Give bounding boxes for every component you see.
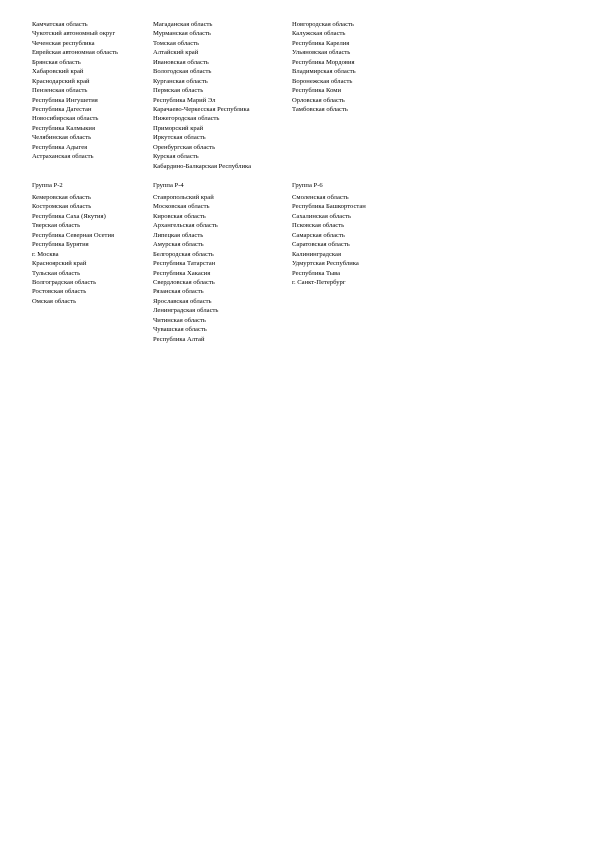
top-column-3: [292, 20, 356, 114]
region-item: Алтайский край: [153, 49, 199, 57]
region-item: Смоленская область: [292, 194, 349, 201]
region-list: [292, 193, 366, 287]
group-p2: [32, 181, 114, 306]
group-p6: [292, 181, 366, 287]
region-item: Магаданская область: [153, 21, 213, 28]
region-item: Томская область: [153, 39, 200, 47]
region-item: Свердловская область: [153, 278, 215, 286]
region-item: Республика Татарстан: [153, 260, 216, 268]
top-column-2: [153, 20, 251, 171]
region-item: Краснодарский край: [32, 77, 90, 85]
region-item: Республика Ингушетия: [32, 96, 98, 104]
region-item: Хабаровский край: [32, 68, 84, 76]
region-list: [153, 193, 218, 344]
region-item: Белгородская область: [153, 250, 214, 258]
region-item: Республика Алтай: [153, 335, 205, 343]
region-item: Удмуртская Республика: [292, 260, 359, 268]
region-item: Приморский край: [153, 124, 204, 132]
region-item: Ивановская область: [153, 58, 209, 66]
region-item: Омская область: [32, 297, 77, 305]
group-title: Группа Р-6: [292, 182, 323, 189]
region-item: Республика Тыва: [292, 269, 341, 277]
region-item: Республика Коми: [292, 87, 341, 95]
region-item: Ставропольский край: [153, 194, 214, 201]
region-item: Ульяновская область: [292, 49, 351, 57]
region-item: Республика Северная Осетия: [32, 231, 115, 239]
region-item: Орловская область: [292, 96, 345, 104]
region-item: Республика Дагестан: [32, 105, 92, 113]
region-item: Вологодская область: [153, 68, 212, 76]
region-item: Брянская область: [32, 58, 81, 66]
region-item: Республика Башкортостан: [292, 203, 366, 211]
region-item: Владимирская область: [292, 68, 356, 76]
region-item: Тульская область: [32, 269, 81, 277]
region-item: Чувашская область: [153, 326, 207, 334]
region-item: Архангельская область: [153, 222, 218, 230]
region-item: Калужская область: [292, 30, 346, 38]
region-item: Курская область: [153, 153, 199, 161]
region-item: Ярославская область: [153, 297, 212, 305]
group-title: Группа Р-2: [32, 182, 63, 189]
region-item: г. Москва: [32, 250, 59, 258]
region-item: Кировская область: [153, 212, 206, 220]
region-item: Челябинская область: [32, 134, 92, 142]
region-item: Калининградская: [292, 250, 341, 258]
region-item: Самарская область: [292, 231, 345, 239]
region-item: Пензенская область: [32, 87, 88, 95]
region-item: Ростовская область: [32, 288, 87, 296]
region-item: Саратовская область: [292, 241, 350, 249]
region-item: Оренбургская область: [153, 143, 216, 151]
region-item: Республика Калмыкия: [32, 124, 95, 132]
region-item: Красноярский край: [32, 260, 87, 268]
region-item: Новосибирская область: [32, 115, 99, 123]
region-item: Республика Адыгея: [32, 143, 88, 151]
region-list: [32, 20, 118, 162]
region-item: Ленинградская область: [153, 307, 219, 315]
region-item: г. Санкт-Петербург: [292, 278, 346, 286]
region-item: Иркутская область: [153, 134, 206, 142]
region-item: Костромская область: [32, 203, 92, 211]
region-item: Республика Хакасия: [153, 269, 211, 277]
region-item: Чукотский автономный округ: [32, 30, 116, 38]
region-item: Рязанская область: [153, 288, 204, 296]
region-item: Читинская область: [153, 316, 206, 324]
region-item: Тамбовская область: [292, 105, 348, 113]
region-item: Псковская область: [292, 222, 345, 230]
region-item: Московская область: [153, 203, 210, 211]
region-item: Мурманская область: [153, 30, 211, 38]
region-item: Кабардино-Балкарская Республика: [153, 162, 252, 170]
region-item: Курганская область: [153, 77, 208, 85]
group-p4: [153, 181, 218, 344]
region-item: Республика Саха (Якутия): [32, 212, 106, 220]
region-item: Чеченская республика: [32, 39, 95, 47]
region-item: Республика Бурятия: [32, 241, 89, 249]
region-item: Пермская область: [153, 87, 204, 95]
region-list: [153, 20, 251, 171]
region-item: Липецкая область: [153, 231, 204, 239]
region-item: Воронежская область: [292, 77, 353, 85]
region-item: Республика Карелия: [292, 39, 350, 47]
region-item: Карачаево-Черкесская Республика: [153, 105, 250, 113]
region-item: Волгоградская область: [32, 278, 97, 286]
region-item: Камчатская область: [32, 21, 88, 28]
region-item: Сахалинская область: [292, 212, 352, 220]
group-title: Группа Р-4: [153, 182, 184, 189]
top-column-1: [32, 20, 118, 162]
region-item: Амурская область: [153, 241, 204, 249]
region-item: Еврейская автономная область: [32, 49, 119, 57]
region-list: [292, 20, 356, 114]
region-item: Республика Мордовия: [292, 58, 355, 66]
region-item: Республика Марий Эл: [153, 96, 216, 104]
region-list: [32, 193, 114, 306]
region-item: Кемеровская область: [32, 194, 91, 201]
region-item: Астраханская область: [32, 153, 94, 161]
region-item: Новгородская область: [292, 21, 354, 28]
region-item: Тверская область: [32, 222, 81, 230]
region-item: Нижегородская область: [153, 115, 220, 123]
